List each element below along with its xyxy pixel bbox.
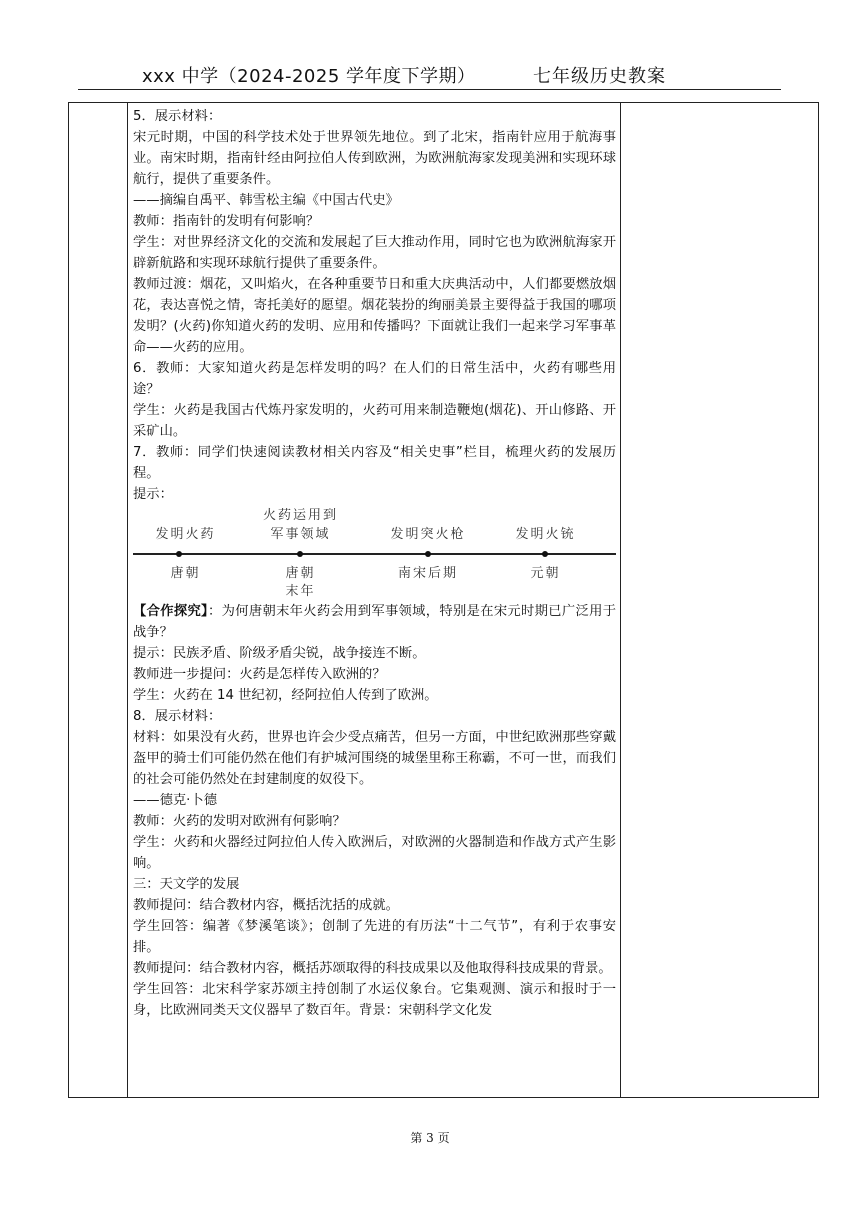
school-title: xxx 中学（2024-2025 学年度下学期）	[142, 66, 476, 87]
paragraph: 教师进一步提问：火药是怎样传入欧洲的？	[133, 667, 386, 682]
page-number: 第 3 页	[410, 1131, 450, 1145]
paragraph: 教师：火药的发明对欧洲有何影响？	[133, 814, 346, 829]
table-column-divider-right	[620, 102, 621, 1098]
paragraph: ——德克·卜德	[133, 793, 218, 808]
paragraph: 教师：指南针的发明有何影响？	[133, 214, 320, 229]
paragraph: 【合作探究】：为何唐朝末年火药会用到军事领域，特别是在宋元时期已广泛用于战争？	[133, 604, 616, 640]
timeline-event-top: 火药运用到 军事领域	[262, 508, 338, 542]
paragraph: 提示：	[133, 487, 173, 502]
timeline-dot	[542, 551, 548, 557]
paragraph: 材料：如果没有火药，世界也许会少受点痛苦，但另一方面，中世纪欧洲那些穿戴盔甲的骑士们可能仍然在他们有护城河围绕的城堡里称王称霸，不可一世，而我们的社会可能仍然处在封建制度的奴役下。	[133, 730, 616, 787]
paragraph: ——摘编自禹平、韩雪松主编《中国古代史》	[133, 193, 399, 208]
gunpowder-timeline	[133, 505, 616, 601]
paragraph: 教师提问：结合教材内容，概括苏颂取得的科技成果以及他取得科技成果的背景。	[133, 961, 612, 976]
timeline-dot	[297, 551, 303, 557]
paragraph: 宋元时期，中国的科学技术处于世界领先地位。到了北宋，指南针应用于航海事业。南宋时期，指南针经由阿拉伯人传到欧洲，为欧洲航海家发现美洲和实现环球航行，提供了重要条件。	[133, 130, 616, 187]
plan-title: 七年级历史教案	[533, 66, 666, 87]
paragraph: 三：天文学的发展	[133, 877, 240, 892]
timeline-dot	[176, 551, 182, 557]
table-column-divider-left	[127, 102, 128, 1098]
timeline-event-top: 发明突火枪	[390, 527, 466, 542]
paragraph: 教师提问：结合教材内容，概括沈括的成就。	[133, 898, 399, 913]
timeline-event-bottom: 元朝	[530, 566, 561, 581]
timeline-event-bottom: 南宋后期	[397, 566, 458, 581]
paragraph: 学生回答：北宋科学家苏颂主持创制了水运仪象台。它集观测、演示和报时于一身，比欧洲同类天文仪器早了数百年。背景：宋朝科学文化发	[133, 982, 616, 1018]
paragraph: 学生：火药是我国古代炼丹家发明的，火药可用来制造鞭炮(烟花)、开山修路、开采矿山。	[133, 403, 616, 439]
paragraph: 6．教师：大家知道火药是怎样发明的吗？在人们的日常生活中，火药有哪些用途？	[133, 361, 616, 397]
lesson-content	[133, 106, 616, 1021]
cooperative-inquiry-label: 【合作探究】	[133, 604, 209, 619]
timeline-event-bottom: 唐朝 末年	[285, 566, 316, 599]
paragraph: 学生：对世界经济文化的交流和发展起了巨大推动作用，同时它也为欧洲航海家开辟新航路和实现环球航行提供了重要条件。	[133, 235, 616, 271]
paragraph: 8．展示材料：	[133, 709, 222, 724]
paragraph: 提示：民族矛盾、阶级矛盾尖锐，战争接连不断。	[133, 646, 426, 661]
timeline-event-bottom: 唐朝	[170, 566, 201, 581]
paragraph: 学生：火药在 14 世纪初，经阿拉伯人传到了欧洲。	[133, 688, 438, 703]
page-header	[0, 62, 860, 88]
paragraph: 5．展示材料：	[133, 109, 222, 124]
paragraph: 学生：火药和火器经过阿拉伯人传入欧洲后，对欧洲的火器制造和作战方式产生影响。	[133, 835, 616, 871]
paragraph: 学生回答：编著《梦溪笔谈》；创制了先进的有历法“十二气节”，有利于农事安排。	[133, 919, 616, 955]
paragraph: 教师过渡：烟花，又叫焰火，在各种重要节日和重大庆典活动中，人们都要燃放烟花，表达喜悦之情，寄托美好的愿望。烟花装扮的绚丽美景主要得益于我国的哪项发明？(火药)你知道火药的发明、应用和传播吗？下面就让我们一起来学习军事革命——火药的应用。	[133, 277, 616, 355]
timeline-event-top: 发明火药	[155, 527, 216, 542]
header-rule	[78, 89, 781, 90]
timeline-dot	[425, 551, 431, 557]
paragraph: 7．教师：同学们快速阅读教材相关内容及“相关史事”栏目，梳理火药的发展历程。	[133, 445, 616, 481]
timeline-event-top: 发明火铳	[515, 527, 576, 542]
